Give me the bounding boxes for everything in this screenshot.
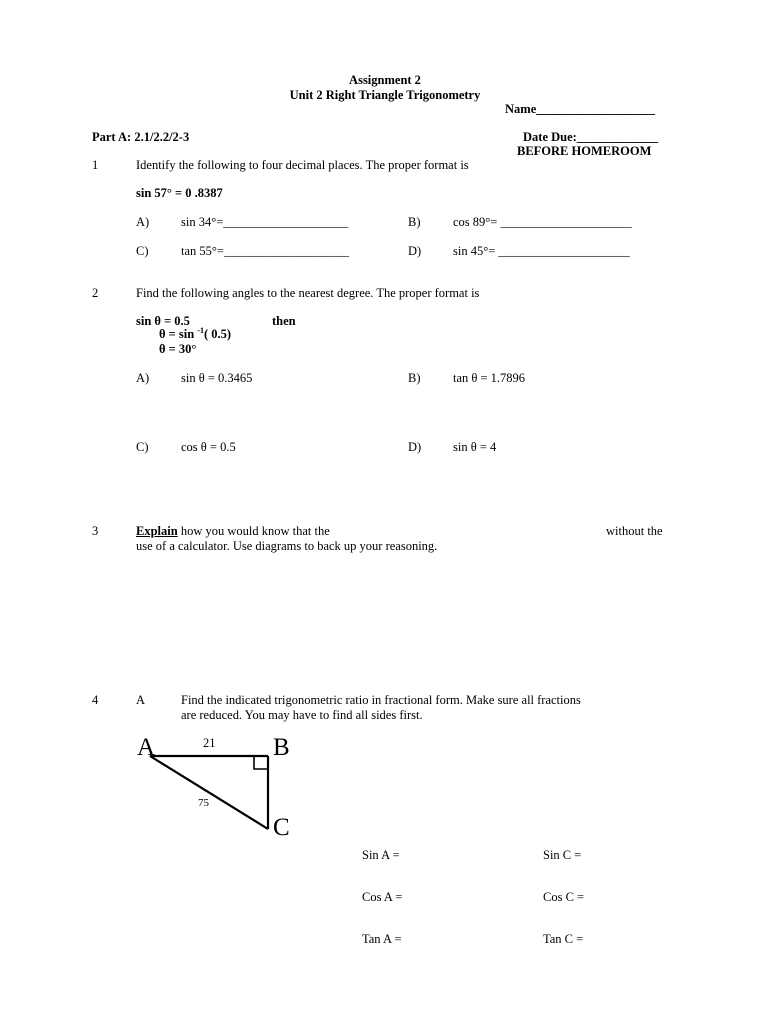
q4-line2: are reduced. You may have to find all sides first.	[181, 708, 423, 722]
q3-line1: Explain how you would know that the	[136, 524, 330, 538]
q1-b-label: B)	[408, 215, 421, 229]
q1-d-label: D)	[408, 244, 422, 258]
tan-a-label: Tan A =	[362, 932, 402, 946]
q4-part-label: A	[136, 693, 146, 707]
vertex-a-label: A	[137, 734, 156, 761]
cos-c-label: Cos C =	[543, 890, 585, 904]
q1-instruction: Identify the following to four decimal places. The proper format is	[136, 158, 469, 172]
q2-a-label: A)	[136, 371, 150, 385]
q1-a-label: A)	[136, 215, 150, 229]
q1-example: sin 57° = 0 .8387	[136, 186, 223, 200]
q2-a-text: sin θ = 0.3465	[181, 371, 253, 385]
sin-c-label: Sin C =	[543, 848, 582, 862]
q2-b-text: tan θ = 1.7896	[453, 371, 526, 385]
q2-example-line2: θ = sin $^{-1}$( 0.5)	[159, 326, 232, 342]
q4-number: 4	[92, 693, 99, 707]
q2-d-text: sin θ = 4	[453, 440, 497, 454]
q2-c-label: C)	[136, 440, 149, 454]
q1-c-text: tan 55°=____________________	[181, 244, 349, 258]
before-homeroom: BEFORE HOMEROOM	[517, 144, 652, 158]
q3-number: 3	[92, 524, 99, 538]
right-angle-marker	[254, 756, 268, 769]
q1-d-text: sin 45°= _____________________	[453, 244, 630, 258]
q3-line2: use of a calculator. Use diagrams to back up your reasoning.	[136, 539, 438, 553]
unit-subtitle: Unit 2 Right Triangle Trigonometry	[289, 88, 481, 102]
q1-number: 1	[92, 158, 99, 172]
q2-example-line1: sin θ = 0.5	[136, 314, 190, 328]
cos-a-label: Cos A =	[362, 890, 403, 904]
sin-a-label: Sin A =	[362, 848, 400, 862]
q1-b-text: cos 89°= _____________________	[453, 215, 632, 229]
vertex-b-label: B	[273, 734, 290, 761]
vertex-c-label: C	[273, 814, 290, 841]
side-ab-length: 21	[203, 736, 216, 750]
q1-c-label: C)	[136, 244, 149, 258]
q2-c-text: cos θ = 0.5	[181, 440, 236, 454]
q2-b-label: B)	[408, 371, 421, 385]
q2-example-line3: θ = 30°	[159, 342, 197, 356]
q1-a-text: sin 34°=____________________	[181, 215, 349, 229]
q2-number: 2	[92, 286, 99, 300]
date-due-field: Date Due:_____________	[523, 130, 659, 144]
q2-instruction: Find the following angles to the nearest degree. The proper format is	[136, 286, 480, 300]
q3-line1-end: without the	[606, 524, 663, 538]
side-ac-length: 75	[198, 797, 209, 809]
part-a-label: Part A: 2.1/2.2/2-3	[92, 130, 190, 144]
q3-explain: Explain	[136, 524, 178, 538]
q2-example-then: then	[272, 314, 296, 328]
tan-c-label: Tan C =	[543, 932, 584, 946]
q2-d-label: D)	[408, 440, 422, 454]
assignment-title: Assignment 2	[349, 73, 421, 87]
q4-line1: Find the indicated trigonometric ratio in fractional form. Make sure all fractions	[181, 693, 581, 707]
name-field: Name___________________	[505, 102, 655, 116]
side-ac	[150, 756, 268, 829]
